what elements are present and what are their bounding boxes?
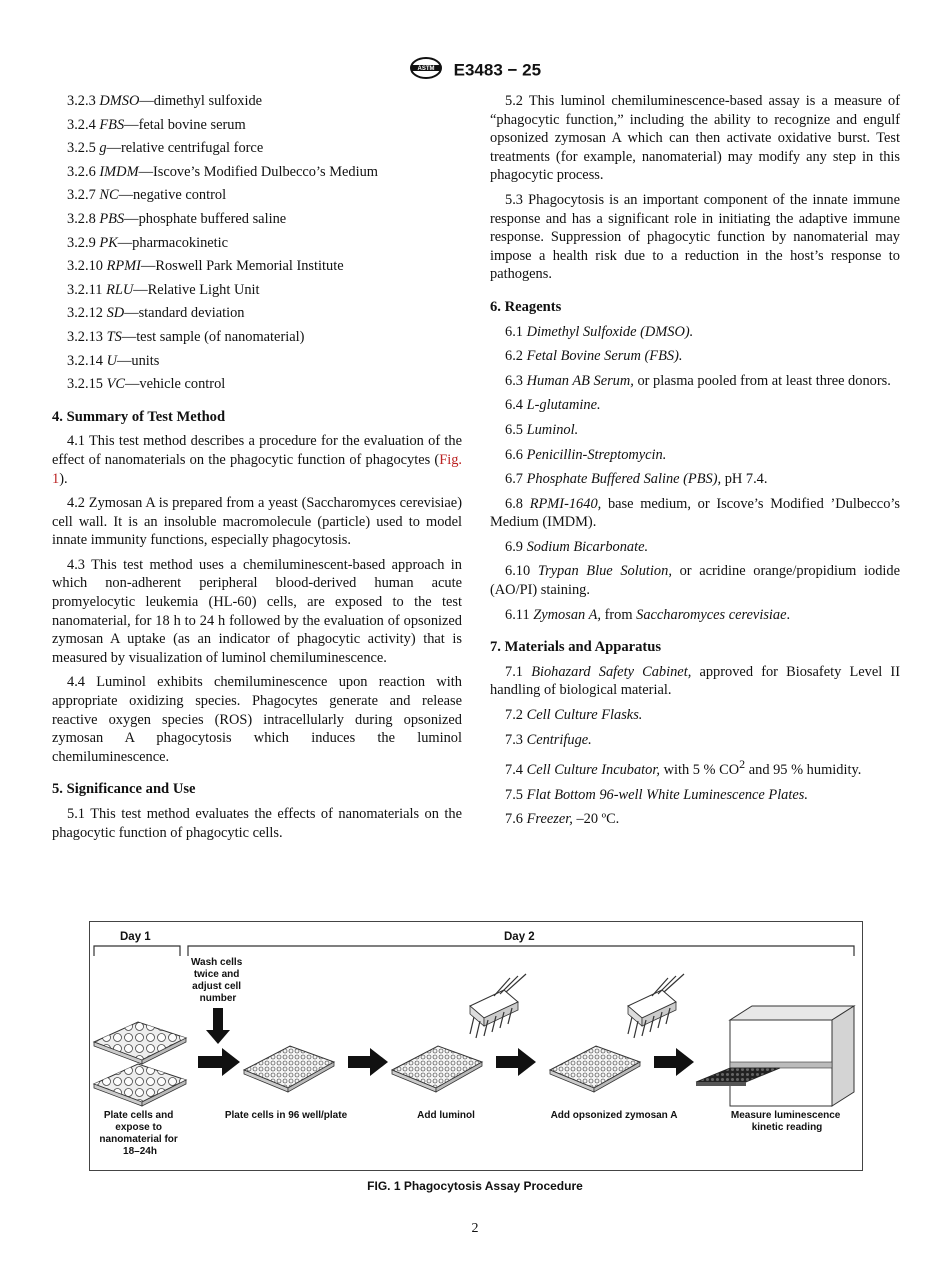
reagent-item: 6.6 Penicillin-Streptomycin. (505, 446, 667, 463)
step-4-label: Add opsonized zymosan A (550, 1110, 678, 1121)
apparatus-item: 7.6 Freezer, –20 ºC. (505, 811, 620, 828)
day-1-label: Day 1 (120, 931, 151, 943)
right-arrow-icon (496, 1048, 536, 1076)
section-7-title: 7. Materials and Apparatus (490, 639, 662, 656)
wash-cells-label: Wash cells twice and adjust cell number (190, 957, 243, 1004)
apparatus-item: 7.3 Centrifuge. (505, 731, 592, 748)
down-arrow-icon (206, 1008, 230, 1044)
definition-item: 3.2.6 IMDM—Iscove’s Modified Dulbecco’s Medium (67, 163, 378, 180)
astm-logo-icon (409, 56, 443, 85)
definition-item: 3.2.10 RPMI—Roswell Park Memorial Institute (67, 258, 344, 275)
para-5-2: 5.2 This luminol chemiluminescence-based assay is a measure of “phagocytic function,” including the ability to recognize and engulf opsonized zymosan A which can then activate oxidative burst. Test treatments (for example, nanomaterial) may modify any step in this phagocytic process. (490, 93, 900, 184)
96-well-plate (244, 1046, 334, 1092)
para-4-3: 4.3 This test method uses a chemiluminescent-based approach in which non-adherent peripheral blood-derived human acute promyelocytic leukemia (HL-60) cells, are exposed to the test nanomaterial, for 18 h to 24 h followed by the evaluation of opsonized zymosan A uptake (as an indicator of phagocytic activity) that is measured by visualization of luminol chemiluminescence. (52, 556, 462, 666)
reagent-item: 6.3 Human AB Serum, or plasma pooled from at least three donors. (505, 372, 891, 389)
figure-1 (89, 921, 863, 1171)
definition-item: 3.2.12 SD—standard deviation (67, 305, 245, 322)
right-column (490, 92, 900, 835)
para-5-3: 5.3 Phagocytosis is an important component of the innate immune response and has a significant role in initiating the adaptive immune response. Suppression of phagocytic function by nanomaterial may impose a health risk due to a reduction in the host’s response to pathogens. (490, 191, 900, 283)
reagent-item: 6.7 Phosphate Buffered Saline (PBS), pH 7.4. (505, 471, 768, 488)
reagent-item: 6.11 Zymosan A, from Saccharomyces cerevisiae. (505, 606, 791, 623)
definition-item: 3.2.8 PBS—phosphate buffered saline (67, 210, 287, 227)
step-3-label: Add luminol (417, 1110, 475, 1121)
left-column (52, 92, 462, 848)
apparatus-item: 7.5 Flat Bottom 96-well White Luminescence Plates. (505, 786, 808, 803)
definition-item: 3.2.9 PK—pharmacokinetic (67, 234, 229, 251)
section-4-title: 4. Summary of Test Method (52, 408, 226, 425)
reagent-item: 6.10 Trypan Blue Solution, or acridine orange/propidium iodide (AO/PI) staining. (490, 563, 900, 599)
page-number: 2 (471, 1221, 479, 1236)
step-5-label: Measure luminescence kinetic reading (730, 1110, 841, 1133)
para-4-2: 4.2 Zymosan A is prepared from a yeast (Saccharomyces cerevisiae) cell wall. It is an insoluble macromolecule (particle) used to model innate immunity functions, especially phagocytosis. (52, 495, 462, 549)
para-5-1: 5.1 This test method evaluates the effects of nanomaterials on the phagocytic function of phagocytic cells. (52, 806, 462, 841)
definition-item: 3.2.13 TS—test sample (of nanomaterial) (67, 328, 305, 345)
definition-item: 3.2.11 RLU—Relative Light Unit (67, 281, 260, 298)
document-code: E3483 − 25 (453, 60, 542, 80)
plate-reader-icon (696, 1006, 854, 1106)
96-well-plate-zymosan (550, 1046, 640, 1092)
reagent-item: 6.8 RPMI-1640, base medium, or Iscove’s Modified ’Dulbecco’s Medium (IMDM). (490, 495, 900, 531)
svg-text:ASTM: ASTM (417, 66, 435, 72)
para-4-4: 4.4 Luminol exhibits chemiluminescence upon reaction with appropriate oxidizing species. Phagocytes generate and release reactive oxygen species (ROS) intracellularly during opsonized zymosan A phagocytosis which induces the luminol chemiluminescence. (52, 674, 462, 765)
right-arrow-icon (654, 1048, 694, 1076)
96-well-plate-luminol (392, 1046, 482, 1092)
reagent-item: 6.5 Luminol. (505, 421, 579, 438)
definition-item: 3.2.5 g—relative centrifugal force (67, 140, 264, 157)
reagent-item: 6.1 Dimethyl Sulfoxide (DMSO). (505, 323, 694, 340)
reagent-item: 6.4 L-glutamine. (505, 397, 601, 414)
definition-item: 3.2.15 VC—vehicle control (67, 376, 226, 393)
reagent-item: 6.2 Fetal Bovine Serum (FBS). (505, 348, 683, 365)
multichannel-pipette-icon (628, 974, 684, 1038)
culture-plate-bottom (94, 1064, 186, 1106)
section-5-title: 5. Significance and Use (52, 781, 196, 798)
figure-caption: FIG. 1 Phagocytosis Assay Procedure (367, 1179, 583, 1193)
para-4-1: 4.1 This test method describes a procedure for the evaluation of the effect of nanomaterials on the phagocytic function of phagocytes (Fig. 1). (52, 433, 462, 487)
page-header (0, 56, 950, 85)
assay-procedure-diagram (90, 922, 862, 1170)
apparatus-item: 7.2 Cell Culture Flasks. (505, 707, 643, 724)
apparatus-item: 7.1 Biohazard Safety Cabinet, approved for Biosafety Level II handling of biological material. (490, 663, 900, 699)
step-1-label: Plate cells and expose to nanomaterial for 18–24h (99, 1110, 178, 1157)
reagent-item: 6.9 Sodium Bicarbonate. (505, 538, 649, 555)
apparatus-item: 7.4 Cell Culture Incubator, with 5 % $CO^2$ and 95 % humidity. (505, 757, 862, 779)
day-2-label: Day 2 (504, 931, 535, 943)
definition-item: 3.2.3 DMSO—dimethyl sulfoxide (67, 93, 263, 109)
day-2-bracket (188, 946, 854, 956)
right-arrow-icon (348, 1048, 388, 1076)
multichannel-pipette-icon (470, 974, 526, 1038)
day-1-bracket (94, 946, 180, 956)
definition-item: 3.2.7 NC—negative control (67, 187, 227, 204)
definitions-list (52, 92, 462, 394)
section-6-title: 6. Reagents (490, 298, 562, 315)
culture-plate-top (94, 1022, 186, 1064)
figure-1-link[interactable]: Fig. 1 (52, 451, 462, 487)
definition-item: 3.2.14 U—units (67, 352, 160, 369)
step-2-label: Plate cells in 96 well/plate (224, 1110, 348, 1121)
right-arrow-icon (198, 1048, 240, 1076)
definition-item: 3.2.4 FBS—fetal bovine serum (67, 116, 246, 133)
